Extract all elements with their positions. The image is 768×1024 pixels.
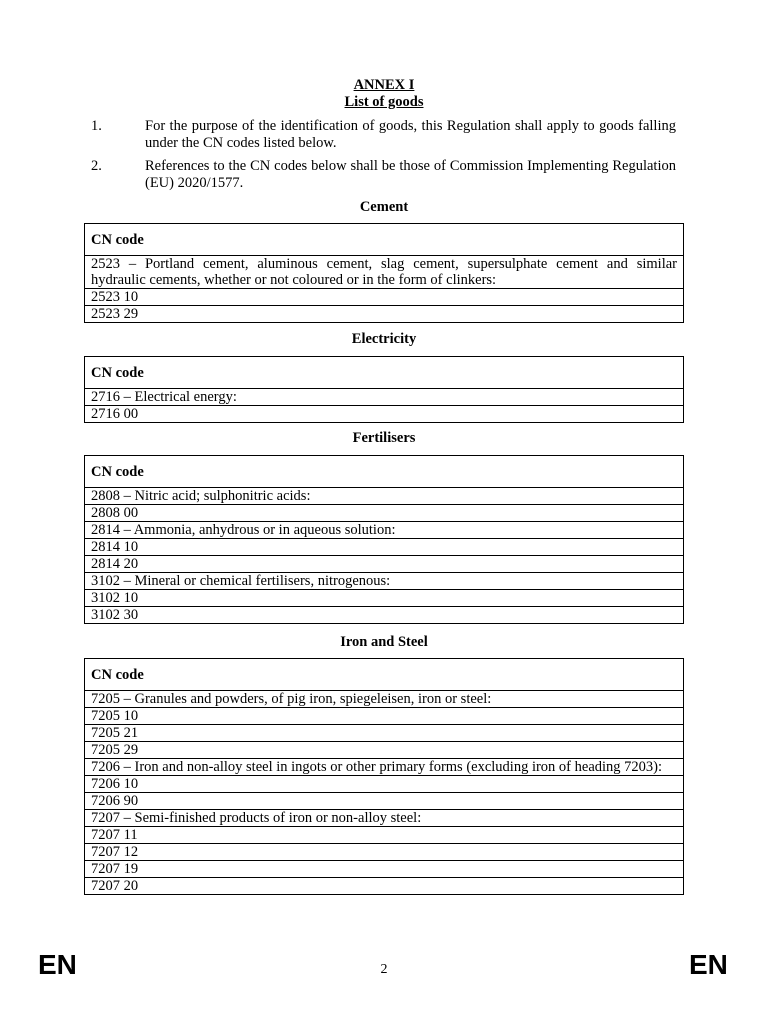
- table-row: 2523 29: [85, 306, 684, 323]
- table-row: 2716 – Electrical energy:: [85, 389, 684, 406]
- section-heading-cement: Cement: [359, 199, 409, 215]
- table-row: 2716 00: [85, 406, 684, 423]
- table-row: 7205 10: [85, 708, 684, 725]
- table-row: 2814 – Ammonia, anhydrous or in aqueous solution:: [85, 522, 684, 539]
- table-row: 7206 90: [85, 793, 684, 810]
- table-row: 7207 20: [85, 878, 684, 895]
- table-row: 2814 20: [85, 556, 684, 573]
- paragraph-text: References to the CN codes below shall be those of Commission Implementing Regulation (EU) 2020/1577.: [145, 158, 676, 191]
- table-row: 2814 10: [85, 539, 684, 556]
- section-heading-fertilisers: Fertilisers: [352, 430, 416, 446]
- footer-language-right: EN: [689, 949, 728, 980]
- section-heading-electricity: Electricity: [351, 331, 417, 347]
- annex-subtitle: List of goods: [344, 94, 424, 110]
- table-row: 7207 11: [85, 827, 684, 844]
- table-header: CN code: [85, 224, 684, 256]
- cn-table-electricity: [84, 356, 684, 423]
- paragraph-number: 2.: [91, 158, 102, 174]
- page-number: 2: [380, 962, 388, 977]
- table-row: 7205 21: [85, 725, 684, 742]
- annex-title: ANNEX I: [353, 77, 415, 93]
- table-row: 2808 – Nitric acid; sulphonitric acids:: [85, 488, 684, 505]
- table-header: CN code: [85, 357, 684, 389]
- table-header: CN code: [85, 659, 684, 691]
- table-row: 3102 10: [85, 590, 684, 607]
- paragraph-number: 1.: [91, 118, 102, 134]
- table-row: 7207 19: [85, 861, 684, 878]
- cn-table-iron-and-steel: [84, 658, 684, 895]
- section-heading-iron-and-steel: Iron and Steel: [340, 634, 428, 650]
- table-row: 2808 00: [85, 505, 684, 522]
- table-row: 2523 10: [85, 289, 684, 306]
- paragraph-1: [91, 118, 676, 152]
- table-row: 7207 12: [85, 844, 684, 861]
- table-row: 7205 29: [85, 742, 684, 759]
- cn-table-cement: [84, 223, 684, 323]
- table-row: 3102 30: [85, 607, 684, 624]
- table-row: 7206 – Iron and non-alloy steel in ingots or other primary forms (excluding iron of heading 7203):: [85, 759, 684, 776]
- table-row: 3102 – Mineral or chemical fertilisers, nitrogenous:: [85, 573, 684, 590]
- table-row: 2523 – Portland cement, aluminous cement, slag cement, supersulphate cement and similar hydraulic cements, whether or not coloured or in the form of clinkers:: [85, 256, 684, 289]
- paragraph-2: [91, 158, 676, 192]
- table-header: CN code: [85, 456, 684, 488]
- table-row: 7205 – Granules and powders, of pig iron, spiegeleisen, iron or steel:: [85, 691, 684, 708]
- table-row: 7207 – Semi-finished products of iron or non-alloy steel:: [85, 810, 684, 827]
- footer-language-left: EN: [38, 949, 77, 980]
- paragraph-text: For the purpose of the identification of goods, this Regulation shall apply to goods falling under the CN codes listed below.: [145, 118, 676, 151]
- cn-table-fertilisers: [84, 455, 684, 624]
- table-row: 7206 10: [85, 776, 684, 793]
